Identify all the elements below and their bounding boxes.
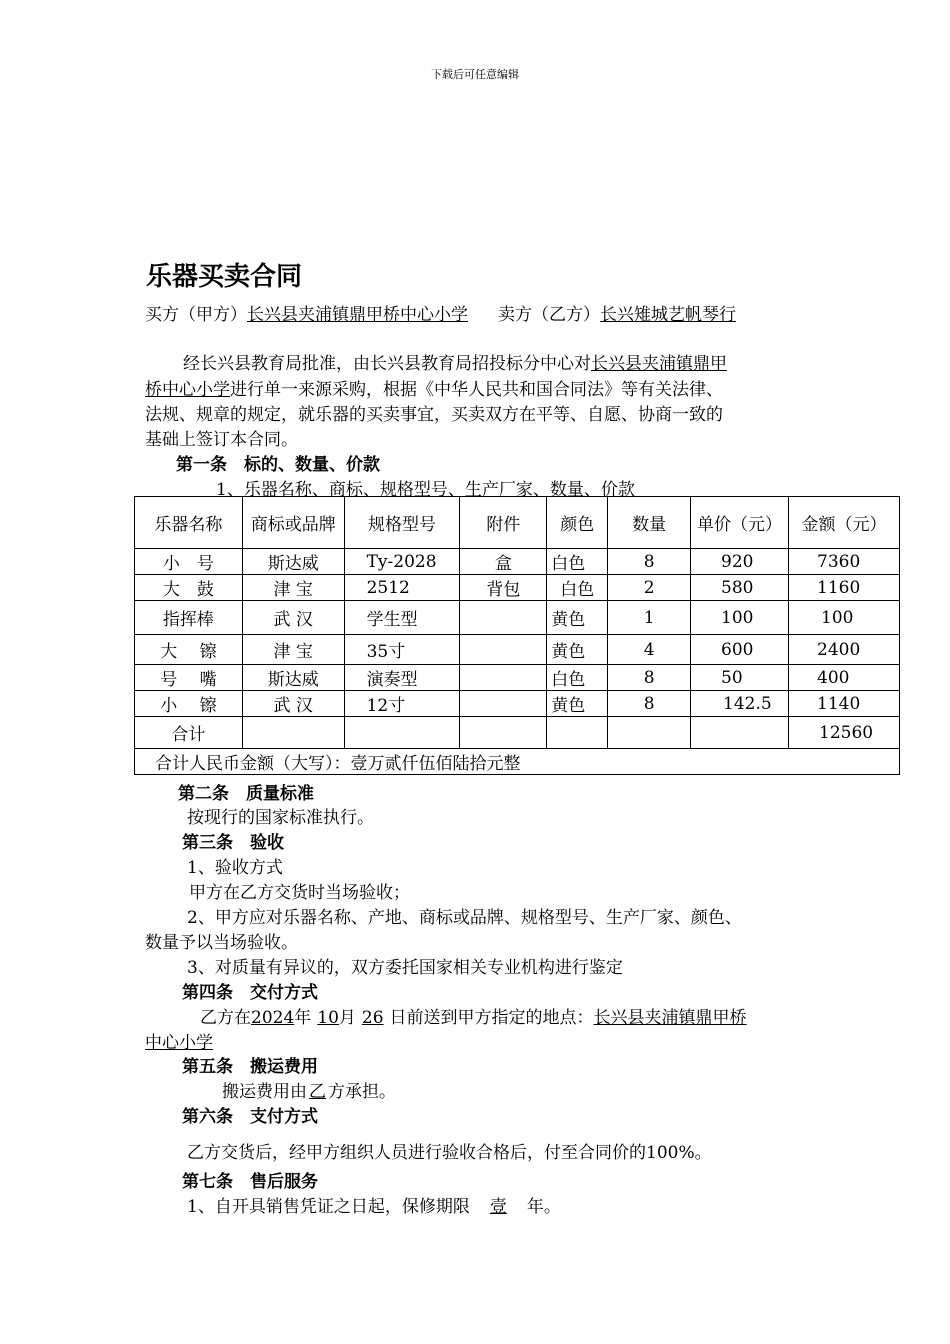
cell-brand: 斯达威 <box>242 665 344 691</box>
cell-name: 小 号 <box>135 549 243 575</box>
cell-brand: 津 宝 <box>242 575 344 601</box>
cell-brand: 斯达威 <box>242 549 344 575</box>
cell-model: 2512 <box>344 575 460 601</box>
header-cell: 商标或品牌 <box>242 497 344 549</box>
cell-unit-price: 600 <box>691 635 789 665</box>
cell-name: 指挥棒 <box>135 601 243 635</box>
total-label: 合计 <box>135 717 243 749</box>
seller-label: 卖方（乙方） <box>498 305 600 325</box>
cell-accessory <box>460 635 547 665</box>
article-1-heading: 第一条 标的、数量、价款 <box>176 455 380 475</box>
cell-amount: 2400 <box>789 635 900 665</box>
transport-text: 搬运费用由 <box>222 1082 307 1102</box>
delivery-text: 年 <box>294 1008 312 1028</box>
warranty-years: 壹 <box>489 1197 507 1217</box>
delivery-text: 日前送到甲方指定的地点： <box>389 1008 594 1028</box>
cell-color: 白色 <box>547 575 608 601</box>
header-cell: 颜色 <box>547 497 608 549</box>
cell-unit-price: 920 <box>691 549 789 575</box>
cell-model: 演奏型 <box>344 665 460 691</box>
table-header-row <box>135 497 900 549</box>
cell-accessory: 盒 <box>460 549 547 575</box>
cell-accessory: 背包 <box>460 575 547 601</box>
cell-qty: 8 <box>608 691 691 717</box>
cell-unit-price: 580 <box>691 575 789 601</box>
header-cell: 附件 <box>460 497 547 549</box>
warranty-text: 年。 <box>526 1197 561 1217</box>
article-3-p2: 甲方在乙方交货时当场验收； <box>189 883 410 903</box>
capital-amount: 合计人民币金额（大写）：壹万贰仟伍佰陆拾元整 <box>135 749 900 775</box>
delivery-day: 26 <box>361 1008 384 1028</box>
cell-amount: 1160 <box>789 575 900 601</box>
cell-accessory <box>460 601 547 635</box>
warranty-text: 1、自开具销售凭证之日起，保修期限 <box>187 1197 470 1217</box>
intro-line-1 <box>183 349 727 374</box>
header-cell: 数量 <box>608 497 691 549</box>
cell-model: 学生型 <box>344 601 460 635</box>
cell-model: Ty-2028 <box>344 549 460 575</box>
delivery-month: 10 <box>317 1008 339 1028</box>
transport-text: 方承担。 <box>328 1082 396 1102</box>
intro-text: 经长兴县教育局批准，由长兴县教育局招投标分中心对 <box>183 354 591 374</box>
document-title: 乐器买卖合同 <box>146 262 303 292</box>
cell-color: 黄色 <box>547 691 608 717</box>
intro-line-3: 法规、规章的规定，就乐器的买卖事宜，买卖双方在平等、自愿、协商一致的 <box>145 405 723 425</box>
cell-accessory <box>460 691 547 717</box>
cell-accessory <box>460 665 547 691</box>
article-4-line-2 <box>145 1028 213 1053</box>
table-row <box>135 691 900 717</box>
cell-unit-price: 142.5 <box>691 691 789 717</box>
empty-cell <box>344 717 460 749</box>
table-capital-row <box>135 749 900 775</box>
article-3-p3a: 2、甲方应对乐器名称、产地、商标或品牌、规格型号、生产厂家、颜色、 <box>187 908 742 928</box>
table-row <box>135 665 900 691</box>
table-total-row <box>135 717 900 749</box>
cell-model: 12寸 <box>344 691 460 717</box>
cell-qty: 1 <box>608 601 691 635</box>
cell-color: 黄色 <box>547 601 608 635</box>
delivery-year: 2024 <box>251 1008 295 1028</box>
cell-amount: 1140 <box>789 691 900 717</box>
cell-brand: 武 汉 <box>242 691 344 717</box>
empty-cell <box>242 717 344 749</box>
cell-color: 白色 <box>547 549 608 575</box>
empty-cell <box>547 717 608 749</box>
article-2-heading: 第二条 质量标准 <box>178 784 314 804</box>
article-7-text <box>187 1192 561 1217</box>
article-4-heading: 第四条 交付方式 <box>182 983 318 1003</box>
cell-name: 大 镲 <box>135 635 243 665</box>
cell-unit-price: 50 <box>691 665 789 691</box>
cell-qty: 4 <box>608 635 691 665</box>
delivery-text: 月 <box>338 1008 356 1028</box>
buyer-label: 买方（甲方） <box>145 305 247 325</box>
cell-unit-price: 100 <box>691 601 789 635</box>
intro-line-4: 基础上签订本合同。 <box>145 430 298 450</box>
cell-model: 35寸 <box>344 635 460 665</box>
header-cell: 乐器名称 <box>135 497 243 549</box>
article-6-text: 乙方交货后，经甲方组织人员进行验收合格后，付至合同价的100%。 <box>187 1143 712 1163</box>
article-3-heading: 第三条 验收 <box>182 833 284 853</box>
cell-amount: 7360 <box>789 549 900 575</box>
intro-school-name-cont: 桥中心小学 <box>145 380 230 400</box>
cell-qty: 8 <box>608 549 691 575</box>
article-5-heading: 第五条 搬运费用 <box>182 1057 318 1077</box>
table-row <box>135 635 900 665</box>
total-value: 12560 <box>789 717 900 749</box>
items-table <box>134 496 900 775</box>
cell-color: 黄色 <box>547 635 608 665</box>
cell-brand: 津 宝 <box>242 635 344 665</box>
header-cell: 规格型号 <box>344 497 460 549</box>
article-6-heading: 第六条 支付方式 <box>182 1107 318 1127</box>
table-row <box>135 575 900 601</box>
article-2-text: 按现行的国家标准执行。 <box>187 808 374 828</box>
delivery-place-cont: 中心小学 <box>145 1033 213 1053</box>
article-3-p4: 3、对质量有异议的，双方委托国家相关专业机构进行鉴定 <box>187 958 623 978</box>
intro-line-2 <box>145 375 723 400</box>
header-cell: 金额（元） <box>789 497 900 549</box>
cell-amount: 400 <box>789 665 900 691</box>
table-row <box>135 549 900 575</box>
cell-name: 大 鼓 <box>135 575 243 601</box>
cell-name: 小 镲 <box>135 691 243 717</box>
cell-qty: 8 <box>608 665 691 691</box>
article-7-heading: 第七条 售后服务 <box>182 1172 318 1192</box>
delivery-place: 长兴县夹浦镇鼎甲桥 <box>593 1008 747 1028</box>
delivery-text: 乙方在 <box>200 1008 251 1028</box>
intro-school-name: 长兴县夹浦镇鼎甲 <box>591 354 727 374</box>
table-row <box>135 601 900 635</box>
empty-cell <box>691 717 789 749</box>
parties-line <box>145 300 736 325</box>
cell-name: 号 嘴 <box>135 665 243 691</box>
article-1-sub: 1、乐器名称、商标、规格型号、生产厂家、数量、价款 <box>216 480 635 500</box>
article-5-text <box>222 1077 396 1102</box>
header-note: 下载后可任意编辑 <box>431 68 519 81</box>
empty-cell <box>608 717 691 749</box>
intro-text: 进行单一来源采购，根据《中华人民共和国合同法》等有关法律、 <box>230 380 723 400</box>
cell-amount: 100 <box>789 601 900 635</box>
empty-cell <box>460 717 547 749</box>
buyer-name: 长兴县夹浦镇鼎甲桥中心小学 <box>247 305 468 325</box>
article-3-p3b: 数量予以当场验收。 <box>145 933 298 953</box>
article-3-p1: 1、验收方式 <box>187 858 283 878</box>
article-4-line-1 <box>200 1003 747 1028</box>
cell-color: 白色 <box>547 665 608 691</box>
header-cell: 单价（元） <box>691 497 789 549</box>
transport-party: 乙 <box>309 1082 326 1102</box>
seller-name: 长兴雉城艺帆琴行 <box>600 305 736 325</box>
cell-brand: 武 汉 <box>242 601 344 635</box>
cell-qty: 2 <box>608 575 691 601</box>
